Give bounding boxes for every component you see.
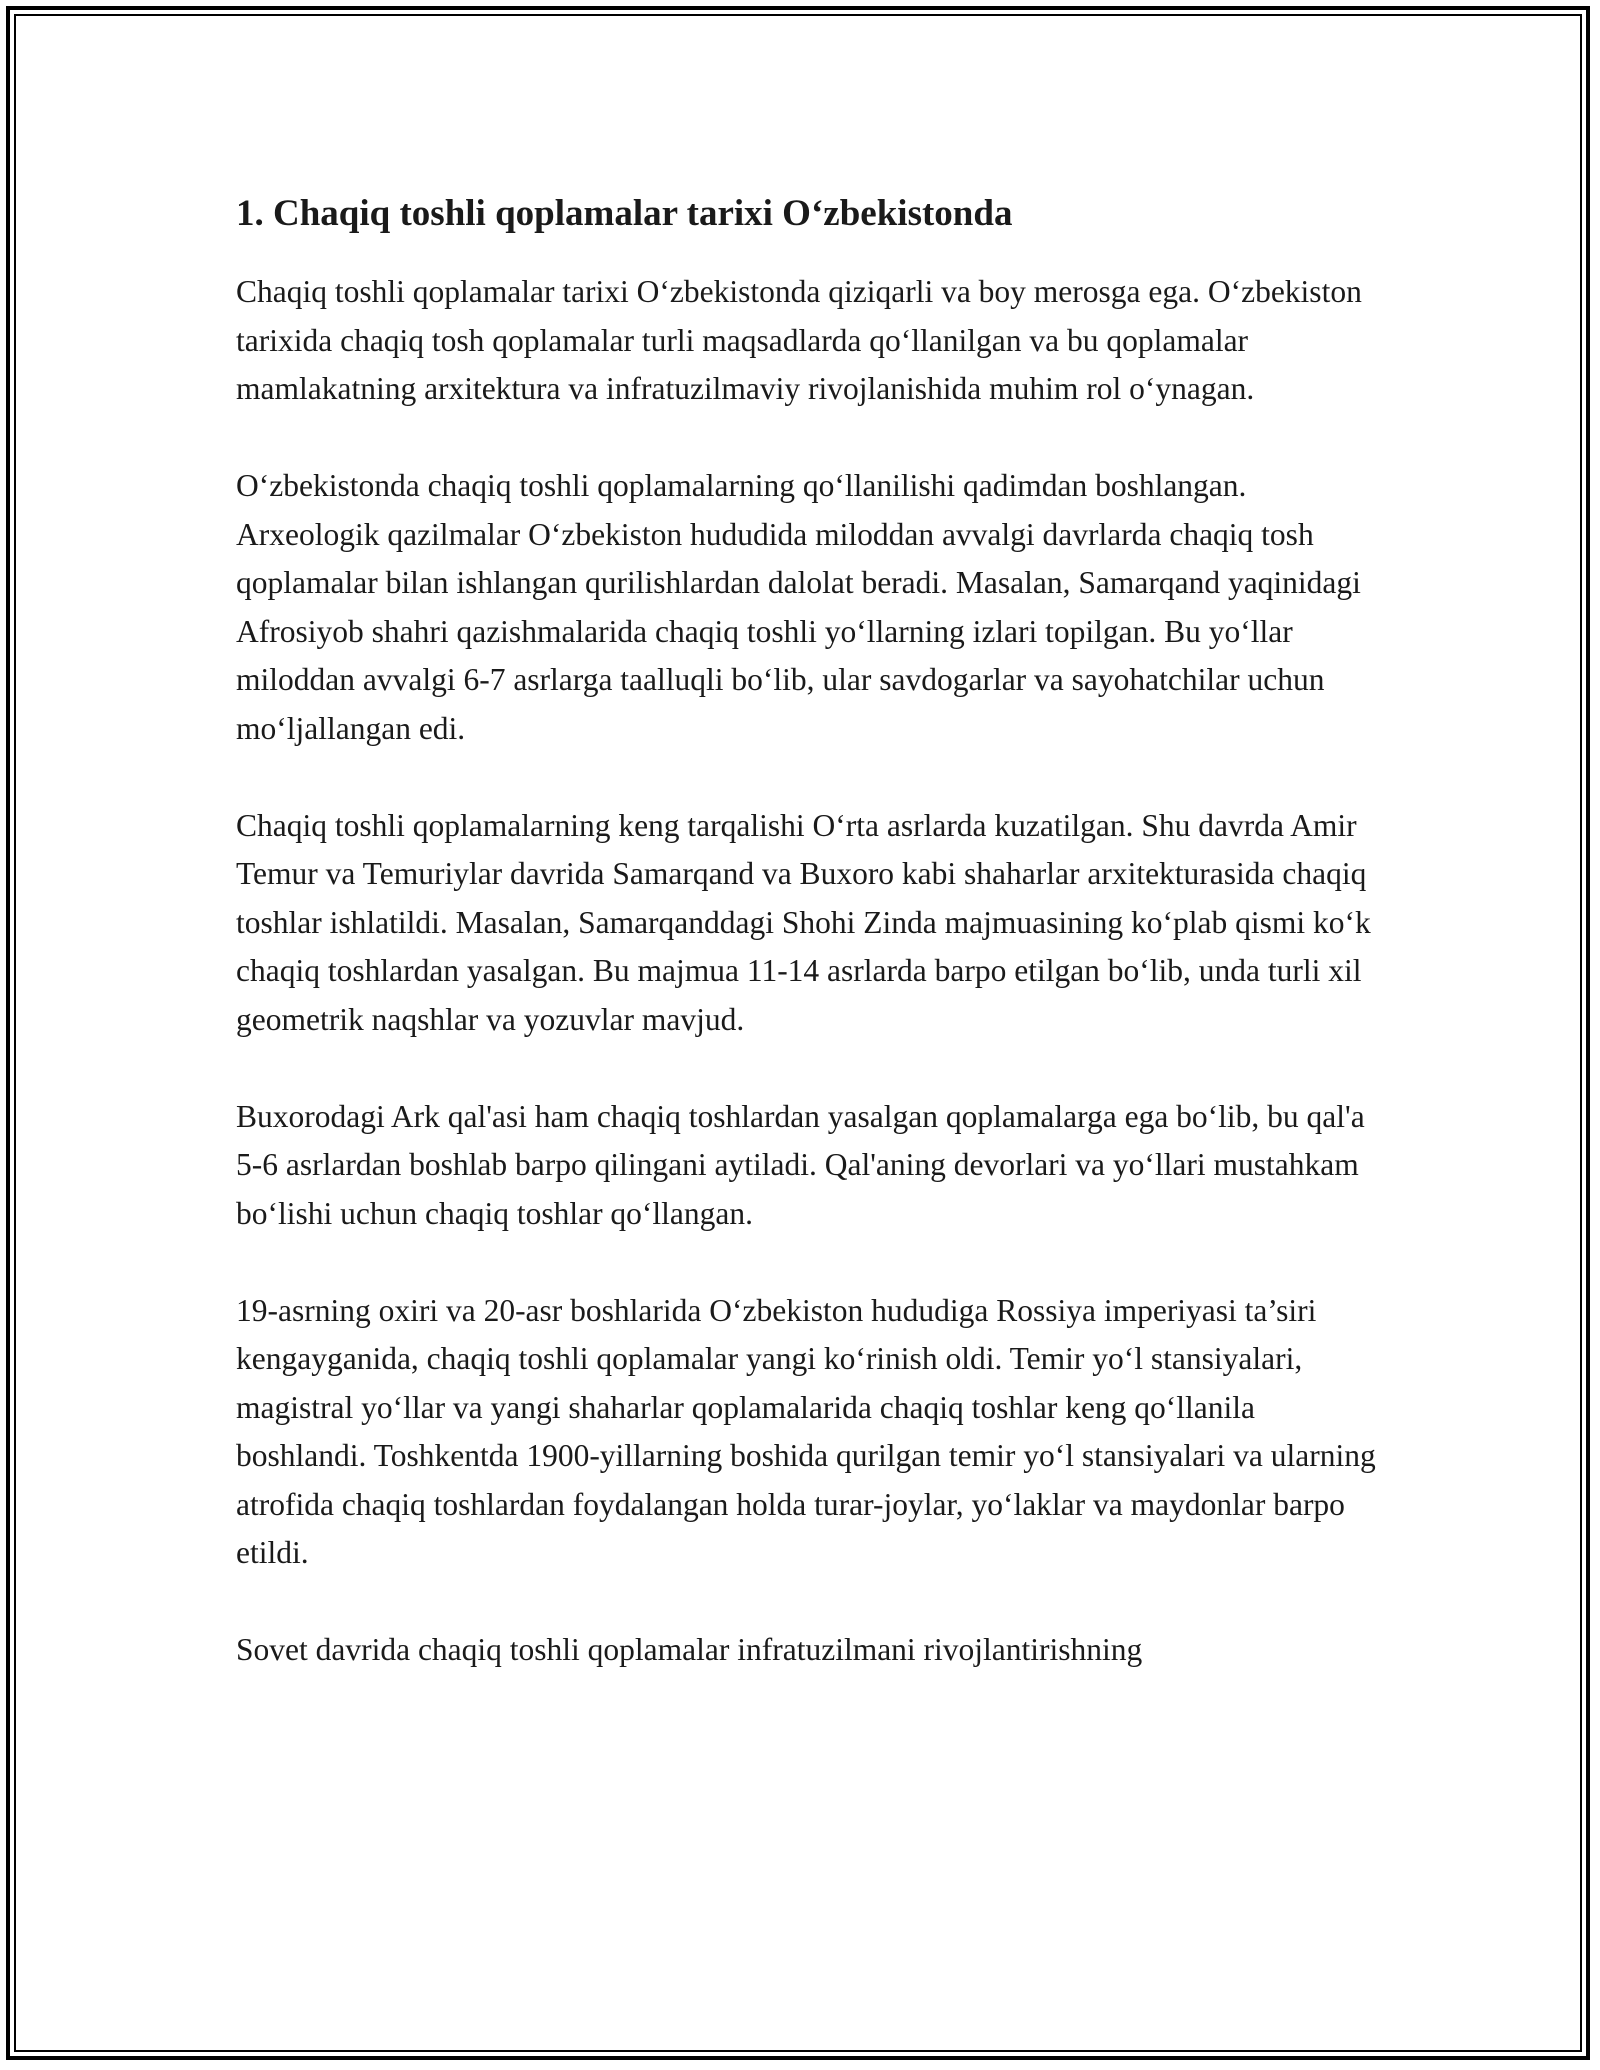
paragraph-2: O‘zbekistonda chaqiq toshli qoplamalarning qo‘llanilishi qadimdan boshlangan. Arxeologik qazilmalar O‘zbekiston hududida miloddan avvalgi davrlarda chaqiq tosh qoplamalar bilan ishlangan qurilishlardan dalolat beradi. Masalan, Samarqand yaqinidagi Afrosiyob shahri qazishmalarida chaqiq toshli yo‘llarning izlari topilgan. Bu yo‘llar miloddan avvalgi 6-7 asrlarga taalluqli bo‘lib, ular savdogarlar va sayohatchilar uchun mo‘ljallangan edi. [236, 468, 1361, 746]
paragraph-5: 19-asrning oxiri va 20-asr boshlarida O‘zbekiston hududiga Rossiya imperiyasi ta’siri kengayganida, chaqiq toshli qoplamalar yangi ko‘rinish oldi. Temir yo‘l stansiyalari, magistral yo‘llar va yangi shaharlar qoplamalarida chaqiq toshlar keng qo‘llanila boshlandi. Toshkentda 1900-yillarning boshida qurilgan temir yo‘l stansiyalari va ularning atrofida chaqiq toshlardan foydalangan holda turar-joylar, yo‘laklar va maydonlar barpo etildi. [236, 1292, 1376, 1570]
paragraph-1: Chaqiq toshli qoplamalar tarixi O‘zbekistonda qiziqarli va boy merosga ega. O‘zbekiston tarixida chaqiq tosh qoplamalar turli maqsadlarda qo‘llanilgan va bu qoplamalar mamlakatning arxitektura va infratuzilmaviy rivojlanishida muhim rol o‘ynagan. [236, 274, 1362, 406]
document-body [236, 188, 1376, 1723]
paragraph-4: Buxorodagi Ark qal'asi ham chaqiq toshlardan yasalgan qoplamalarga ega bo‘lib, bu qal'a 5-6 asrlardan boshlab barpo qilingani aytiladi. Qal'aning devorlari va yo‘llari mustahkam bo‘lishi uchun chaqiq toshlar qo‘llangan. [236, 1098, 1365, 1231]
section-heading: 1. Chaqiq toshli qoplamalar tarixi O‘zbekistonda [236, 193, 1013, 234]
paragraph-3: Chaqiq toshli qoplamalarning keng tarqalishi O‘rta asrlarda kuzatilgan. Shu davrda Amir Temur va Temuriylar davrida Samarqand va Buxoro kabi shaharlar arxitekturasida chaqiq toshlar ishlatildi. Masalan, Samarqanddagi Shohi Zinda majmuasining ko‘plab qismi ko‘k chaqiq toshlardan yasalgan. Bu majmua 11-14 asrlarda barpo etilgan bo‘lib, unda turli xil geometrik naqshlar va yozuvlar mavjud. [236, 807, 1371, 1037]
paragraph-6: Sovet davrida chaqiq toshli qoplamalar infratuzilmani rivojlantirishning [236, 1632, 1143, 1667]
